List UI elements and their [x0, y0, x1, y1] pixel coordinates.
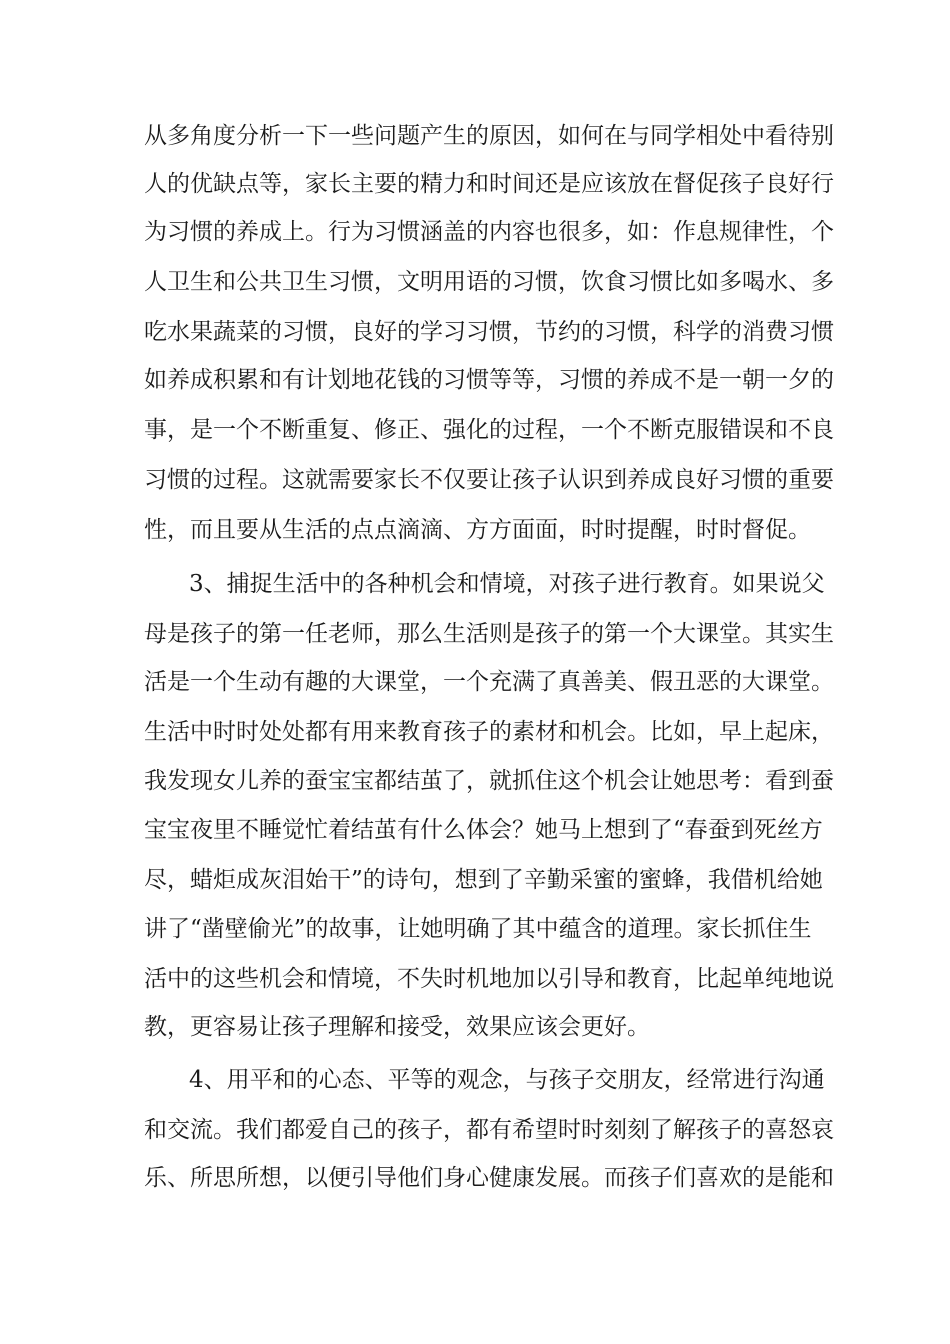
text-line: 事，是一个不断重复、修正、强化的过程，一个不断克服错误和不良 — [144, 417, 834, 443]
text-line: 教，更容易让孩子理解和接受，效果应该会更好。 — [144, 1014, 650, 1040]
text-line: 从多角度分析一下一些问题产生的原因，如何在与同学相处中看待别 — [144, 123, 834, 149]
text-line: 生活中时时处处都有用来教育孩子的素材和机会。比如，早上起床， — [144, 719, 834, 745]
text-line: 人卫生和公共卫生习惯，文明用语的习惯，饮食习惯比如多喝水、多 — [144, 269, 834, 295]
text-line: 讲了“凿壁偷光”的故事，让她明确了其中蕴含的道理。家长抓住生 — [144, 916, 812, 942]
text-line: 4、用平和的心态、平等的观念，与孩子交朋友，经常进行沟通 — [189, 1067, 825, 1093]
text-line: 习惯的过程。这就需要家长不仅要让孩子认识到养成良好习惯的重要 — [144, 467, 834, 493]
text-line: 吃水果蔬菜的习惯，良好的学习习惯，节约的习惯，科学的消费习惯 — [144, 319, 834, 345]
text-line: 宝宝夜里不睡觉忙着结茧有什么体会？她马上想到了“春蚕到死丝方 — [144, 817, 823, 843]
text-line: 人的优缺点等，家长主要的精力和时间还是应该放在督促孩子良好行 — [144, 171, 834, 197]
text-line: 乐、所思所想，以便引导他们身心健康发展。而孩子们喜欢的是能和 — [144, 1165, 834, 1191]
text-line: 性，而且要从生活的点点滴滴、方方面面，时时提醒，时时督促。 — [144, 517, 811, 543]
text-line: 为习惯的养成上。行为习惯涵盖的内容也很多，如：作息规律性，个 — [144, 219, 834, 245]
text-line: 我发现女儿养的蚕宝宝都结茧了，就抓住这个机会让她思考：看到蚕 — [144, 768, 834, 794]
text-line: 尽，蜡炬成灰泪始干”的诗句，想到了辛勤采蜜的蜜蜂，我借机给她 — [144, 867, 823, 893]
text-line: 活是一个生动有趣的大课堂，一个充满了真善美、假丑恶的大课堂。 — [144, 669, 834, 695]
text-line: 母是孩子的第一任老师，那么生活则是孩子的第一个大课堂。其实生 — [144, 621, 834, 647]
text-line: 如养成积累和有计划地花钱的习惯等等，习惯的养成不是一朝一夕的 — [144, 367, 834, 393]
text-line: 和交流。我们都爱自己的孩子，都有希望时时刻刻了解孩子的喜怒哀 — [144, 1117, 834, 1143]
text-line: 活中的这些机会和情境，不失时机地加以引导和教育，比起单纯地说 — [144, 966, 834, 992]
text-line: 3、捕捉生活中的各种机会和情境，对孩子进行教育。如果说父 — [189, 571, 825, 597]
